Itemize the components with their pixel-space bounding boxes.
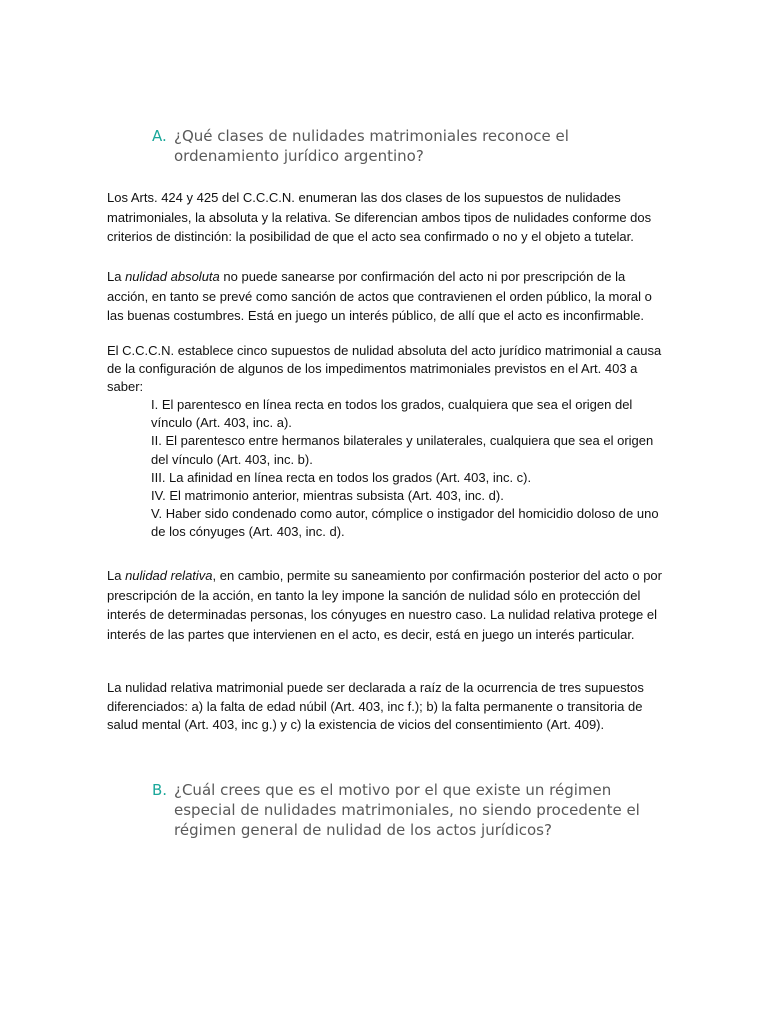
term-nulidad-relativa: nulidad relativa [125, 568, 213, 583]
list-item: I. El parentesco en línea recta en todos los grados, cualquiera que sea el origen del vínculo (Art. 403, inc. a). [151, 397, 633, 431]
question-b-text: ¿Cuál crees que es el motivo por el que existe un régimen especial de nulidades matrimoniales, no siendo procedente el régimen general de nulidad de los actos jurídicos? [174, 781, 640, 839]
question-a [152, 126, 672, 166]
list-item: III. La afinidad en línea recta en todos los grados (Art. 403, inc. c). [151, 469, 532, 485]
paragraph-nulidad-absoluta-rest: no puede sanearse por confirmación del acto ni por prescripción de la acción, en tanto se prevé como sanción de actos que contravienen el orden público, la moral o las buenas costumbres. Está en juego un interés público, de allí que el acto es inconfirmable. [107, 269, 652, 323]
paragraph-nulidad-absoluta-prefix: La [107, 269, 126, 284]
question-a-text: ¿Qué clases de nulidades matrimoniales reconoce el ordenamiento jurídico argentino? [174, 127, 569, 165]
paragraph-supuestos-absoluta: El C.C.C.N. establece cinco supuestos de nulidad absoluta del acto jurídico matrimonial a causa de la configuración de algunos de los impedimentos matrimoniales previstos en el Art. 403 a saber: [107, 343, 662, 394]
question-a-letter: A. [152, 127, 167, 145]
paragraph-nulidad-absoluta [107, 267, 663, 326]
paragraph-nulidad-relativa-rest: , en cambio, permite su saneamiento por confirmación posterior del acto o por prescripción de la acción, en tanto la ley impone la sanción de nulidad sólo en protección del interés de determinadas personas, los cónyuges en nuestro caso. La nulidad relativa protege el interés de las partes que intervienen en el acto, es decir, está en juego un interés particular. [107, 568, 662, 642]
list-item: IV. El matrimonio anterior, mientras subsista (Art. 403, inc. d). [151, 488, 504, 504]
paragraph-nulidad-relativa-prefix: La [107, 568, 126, 583]
supuestos-list [151, 396, 665, 542]
question-b [152, 780, 672, 840]
list-item: V. Haber sido condenado como autor, cómplice o instigador del homicidio doloso de uno de los cónyuges (Art. 403, inc. d). [151, 506, 659, 540]
paragraph-nulidad-relativa [107, 566, 663, 644]
list-item: II. El parentesco entre hermanos bilaterales y unilaterales, cualquiera que sea el origen del vínculo (Art. 403, inc. b). [151, 433, 654, 467]
paragraph-nulidades-clases: Los Arts. 424 y 425 del C.C.C.N. enumeran las dos clases de los supuestos de nulidades matrimoniales, la absoluta y la relativa. Se diferencian ambos tipos de nulidades conforme dos criterios de distinción: la posibilidad de que el acto sea confirmado o no y el objeto a tutelar. [107, 190, 652, 244]
question-b-letter: B. [152, 781, 168, 799]
term-nulidad-absoluta: nulidad absoluta [125, 269, 220, 284]
paragraph-supuestos-relativa: La nulidad relativa matrimonial puede ser declarada a raíz de la ocurrencia de tres supuestos diferenciados: a) la falta de edad núbil (Art. 403, inc f.); b) la falta permanente o transitoria de salud mental (Art. 403, inc g.) y c) la existencia de vicios del consentimiento (Art. 409). [107, 680, 644, 732]
